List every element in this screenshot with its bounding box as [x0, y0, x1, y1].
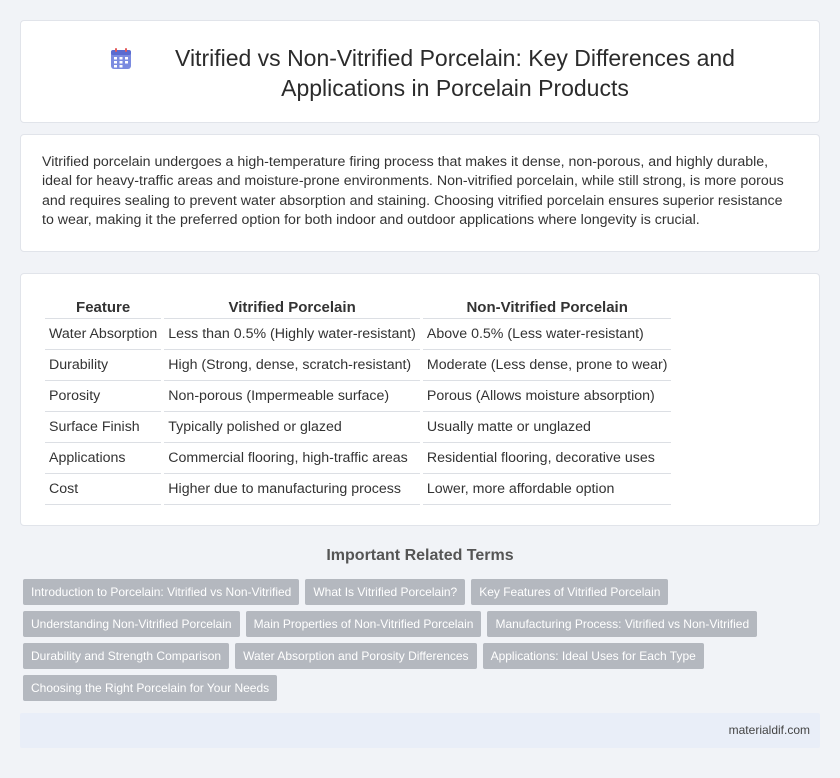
related-term-tag[interactable]: Choosing the Right Porcelain for Your Needs [23, 675, 277, 701]
cell-vitrified: High (Strong, dense, scratch-resistant) [164, 350, 420, 381]
related-term-tag[interactable]: Introduction to Porcelain: Vitrified vs Non-Vitrified [23, 579, 299, 605]
related-term-tag[interactable]: Key Features of Vitrified Porcelain [471, 579, 668, 605]
cell-non-vitrified: Above 0.5% (Less water-resistant) [423, 319, 672, 350]
comparison-card [20, 273, 820, 526]
intro-card [20, 134, 820, 252]
cell-feature: Water Absorption [45, 319, 161, 350]
table-header-row [45, 297, 671, 319]
table-row [45, 350, 671, 381]
header-vitrified: Vitrified Porcelain [164, 297, 420, 319]
tag-row [23, 579, 823, 605]
tag-row [23, 643, 823, 669]
cell-non-vitrified: Usually matte or unglazed [423, 412, 672, 443]
table-row [45, 443, 671, 474]
header-feature: Feature [45, 297, 161, 319]
related-term-tag[interactable]: Manufacturing Process: Vitrified vs Non-Vitrified [487, 611, 757, 637]
related-terms-list [23, 579, 823, 707]
intro-paragraph: Vitrified porcelain undergoes a high-temperature firing process that makes it dense, non-porous, and highly durable, ideal for heavy-traffic areas and moisture-prone environments. Non-vitrified porcelain, while still strong, is more porous and requires sealing to prevent water absorption and staining. Choosing vitrified porcelain ensures superior resistance to wear, making it the preferred option for both indoor and outdoor applications where longevity is crucial. [42, 154, 784, 229]
cell-vitrified: Commercial flooring, high-traffic areas [164, 443, 420, 474]
table-row [45, 412, 671, 443]
cell-non-vitrified: Moderate (Less dense, prone to wear) [423, 350, 672, 381]
tag-row [23, 675, 823, 701]
cell-vitrified: Non-porous (Impermeable surface) [164, 381, 420, 412]
table-row [45, 474, 671, 505]
table-row [45, 381, 671, 412]
table-row [45, 319, 671, 350]
cell-feature: Surface Finish [45, 412, 161, 443]
cell-non-vitrified: Lower, more affordable option [423, 474, 672, 505]
related-term-tag[interactable]: Water Absorption and Porosity Differences [235, 643, 476, 669]
header-non-vitrified: Non-Vitrified Porcelain [423, 297, 672, 319]
title-card [20, 20, 820, 123]
related-terms-heading: Important Related Terms [326, 547, 514, 564]
footer-site-link[interactable]: materialdif.com [728, 723, 810, 737]
cell-non-vitrified: Residential flooring, decorative uses [423, 443, 672, 474]
cell-feature: Applications [45, 443, 161, 474]
related-term-tag[interactable]: Main Properties of Non-Vitrified Porcelain [246, 611, 482, 637]
related-term-tag[interactable]: Understanding Non-Vitrified Porcelain [23, 611, 240, 637]
related-term-tag[interactable]: Applications: Ideal Uses for Each Type [483, 643, 704, 669]
cell-vitrified: Typically polished or glazed [164, 412, 420, 443]
page-title: Vitrified vs Non-Vitrified Porcelain: Key Differences and Applications in Porcelain Products [175, 45, 735, 101]
cell-vitrified: Less than 0.5% (Highly water-resistant) [164, 319, 420, 350]
cell-feature: Durability [45, 350, 161, 381]
related-term-tag[interactable]: What Is Vitrified Porcelain? [305, 579, 465, 605]
tag-row [23, 611, 823, 637]
cell-non-vitrified: Porous (Allows moisture absorption) [423, 381, 672, 412]
title-wrap [21, 43, 819, 103]
related-term-tag[interactable]: Durability and Strength Comparison [23, 643, 229, 669]
cell-feature: Cost [45, 474, 161, 505]
cell-vitrified: Higher due to manufacturing process [164, 474, 420, 505]
footer [20, 713, 820, 748]
comparison-table [42, 297, 674, 505]
cell-feature: Porosity [45, 381, 161, 412]
